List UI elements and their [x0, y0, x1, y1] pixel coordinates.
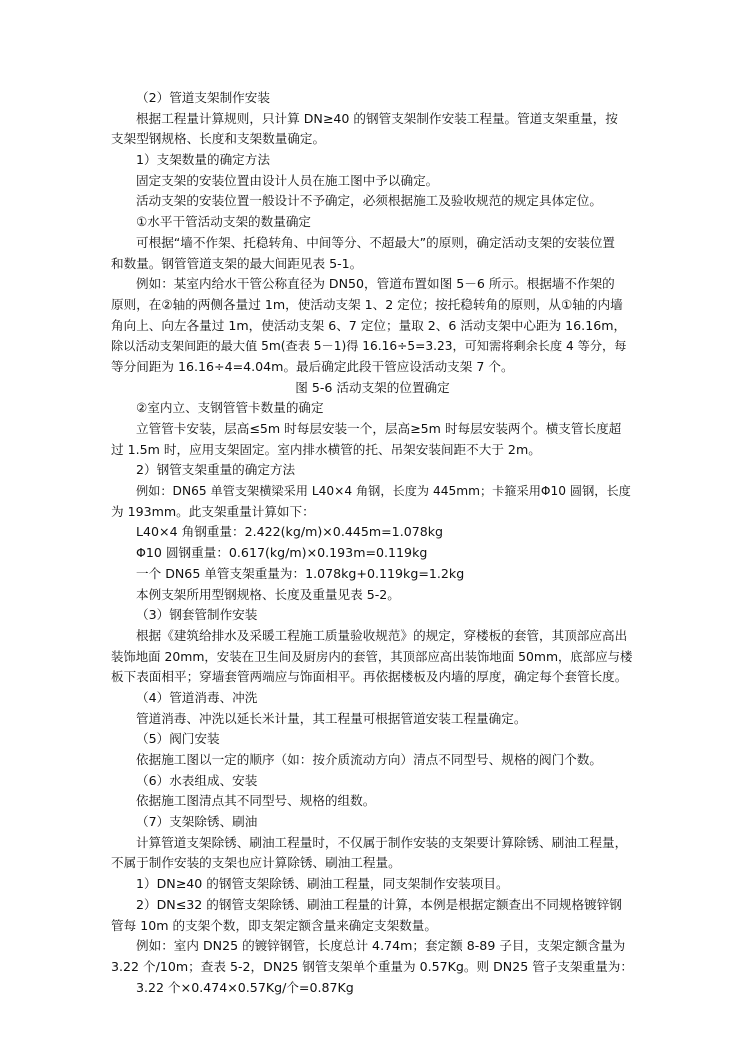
paragraph-line: 计算管道支架除锈、刷油工程量时，不仅属于制作安装的支架要计算除锈、刷油工程量，	[136, 834, 628, 850]
paragraph-line: 管道消毒、冲洗以延长米计量，其工程量可根据管道安装工程量确定。	[136, 710, 527, 726]
paragraph-line: 依据施工图清点其不同型号、规格的组数。	[136, 793, 376, 809]
calculation-line: L40×4 角钢重量：2.422(kg/m)×0.445m=1.078kg	[136, 524, 444, 540]
calculation-line: 一个 DN65 单管支架重量为：1.078kg+0.119kg=1.2kg	[136, 565, 465, 581]
paragraph-line: 活动支架的安装位置一般设计不予确定，必须根据施工及验收规范的规定具体定位。	[136, 193, 602, 209]
paragraph-line: 角向上、向左各量过 1m，使活动支架 6、7 定位；量取 2、6 活动支架中心距为 16.16m，	[111, 317, 627, 333]
paragraph-line: 例如：DN65 单管支架横梁采用 L40×4 角钢，长度为 445mm；卡箍采用Φ10 圆钢，长度	[136, 484, 631, 499]
section-heading-pipe-support: （2）管道支架制作安装	[136, 90, 270, 105]
paragraph-line: 可根据“墙不作架、托稳转角、中间等分、不超最大”的原则，确定活动支架的安装位置	[136, 234, 616, 250]
subsection-heading: 1）支架数量的确定方法	[136, 152, 270, 168]
paragraph-line: 等分间距为 16.16÷4=4.04m。最后确定此段干管应设活动支架 7 个。	[111, 358, 514, 374]
paragraph-line: 为 193mm。此支架重量计算如下：	[111, 503, 315, 519]
paragraph-line: 例如：室内 DN25 的镀锌钢管，长度总计 4.74m；套定额 8-89 子目，支架定额含量为	[136, 938, 626, 954]
paragraph-line: 依据施工图以一定的顺序（如：按介质流动方向）清点不同型号、规格的阀门个数。	[136, 752, 602, 767]
document-body	[111, 88, 634, 998]
subsection-heading: 2）钢管支架重量的确定方法	[136, 462, 296, 478]
calculation-line: 3.22 个×0.474×0.57Kg/个=0.87Kg	[136, 979, 354, 995]
paragraph-line: 除以活动支架间距的最大值 5m(查表 5－1)得 16.16÷5=3.23，可知需将剩余长度 4 等分，每	[111, 339, 627, 354]
paragraph-line: 立管管卡安装，层高≤5m 时每层安装一个，层高≥5m 时每层安装两个。横支管长度超	[136, 421, 622, 436]
section-heading: （7）支架除锈、刷油	[136, 814, 258, 830]
section-heading: （4）管道消毒、冲洗	[136, 689, 258, 705]
section-heading: （5）阀门安装	[136, 731, 220, 747]
paragraph-line: 原则，在②轴的两侧各量过 1m，使活动支架 1、2 定位；按托稳转角的原则，从①轴的内墙	[111, 296, 623, 312]
calculation-line: Φ10 圆钢重量：0.617(kg/m)×0.193m=0.119kg	[136, 545, 428, 561]
paragraph-line: 管每 10m 的支架个数，即支架定额含量来确定支架数量。	[111, 917, 437, 933]
paragraph-line: 本例支架所用型钢规格、长度及重量见表 5-2。	[136, 586, 400, 602]
paragraph-line: 3.22 个/10m；查表 5-2，DN25 钢管支架单个重量为 0.57Kg。则 DN25 管子支架重量为：	[111, 958, 633, 974]
paragraph-line: 和数量。钢管管道支架的最大间距见表 5-1。	[111, 255, 363, 271]
section-heading: （6）水表组成、安装	[136, 772, 258, 788]
paragraph-line: 根据《建筑给排水及采暖工程施工质量验收规范》的规定，穿楼板的套管，其顶部应高出	[136, 627, 628, 643]
paragraph-line: 板下表面相平；穿墙套管两端应与饰面相平。再依据楼板及内墙的厚度，确定每个套管长度。	[111, 669, 628, 685]
paragraph-line: 过 1.5m 时，应用支架固定。室内排水横管的托、吊架安装间距不大于 2m。	[111, 441, 541, 457]
paragraph-line: 根据工程量计算规则，只计算 DN≥40 的钢管支架制作安装工程量。管道支架重量，按	[136, 110, 618, 126]
figure-caption: 图 5-6 活动支架的位置确定	[295, 379, 450, 395]
paragraph-line: 不属于制作安装的支架也应计算除锈、刷油工程量。	[111, 855, 401, 871]
section-heading: （3）钢套管制作安装	[136, 607, 258, 623]
paragraph-line: 支架型钢规格、长度和支架数量确定。	[111, 131, 326, 147]
paragraph-line: 装饰地面 20mm，安装在卫生间及厨房内的套管，其顶部应高出装饰地面 50mm，底部应与楼	[111, 648, 633, 664]
subsection-heading: ②室内立、支钢管管卡数量的确定	[136, 400, 324, 416]
paragraph-line: 1）DN≥40 的钢管支架除锈、刷油工程量，同支架制作安装项目。	[136, 876, 509, 892]
subsection-heading: ①水平干管活动支架的数量确定	[136, 214, 312, 230]
paragraph-line: 2）DN≤32 的钢管支架除锈、刷油工程量的计算，本例是根据定额查出不同规格镀锌钢	[136, 896, 622, 912]
paragraph-line: 例如：某室内给水干管公称直径为 DN50，管道布置如图 5－6 所示。根据墙不作架的	[136, 276, 615, 292]
paragraph-line: 固定支架的安装位置由设计人员在施工图中予以确定。	[136, 172, 439, 188]
